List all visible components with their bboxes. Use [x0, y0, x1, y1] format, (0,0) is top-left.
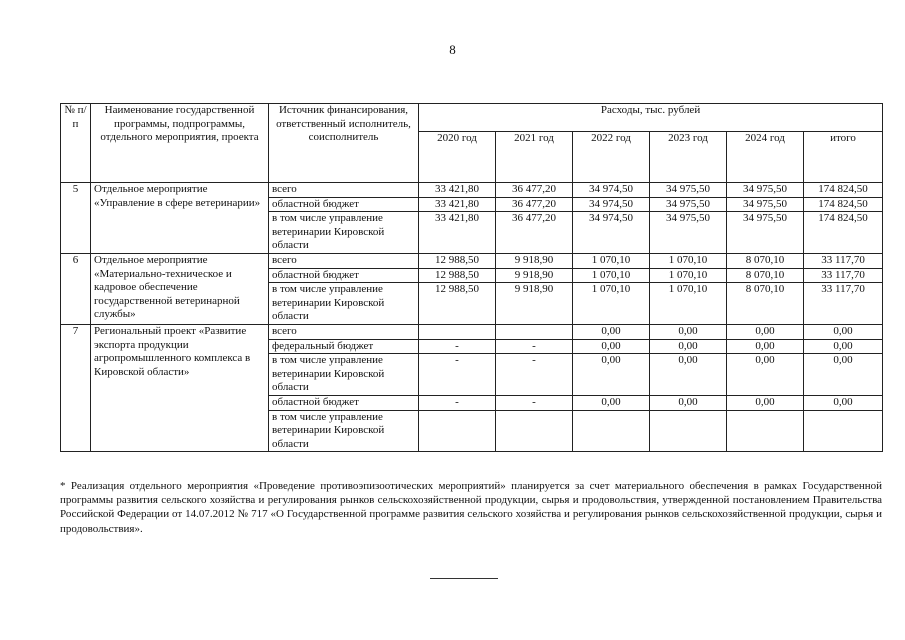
- value-2020: -: [419, 339, 496, 354]
- value-2024: 8 070,10: [727, 253, 804, 268]
- funding-source: федеральный бюджет: [269, 339, 419, 354]
- value-2023: 0,00: [650, 339, 727, 354]
- value-2022: [573, 410, 650, 452]
- header-year-2021: 2021 год: [496, 132, 573, 183]
- value-2021: 36 477,20: [496, 183, 573, 198]
- value-2022: 1 070,10: [573, 253, 650, 268]
- header-year-2024: 2024 год: [727, 132, 804, 183]
- value-2023: 0,00: [650, 354, 727, 396]
- funding-source: областной бюджет: [269, 197, 419, 212]
- value-2020: 12 988,50: [419, 283, 496, 325]
- value-2023: 1 070,10: [650, 268, 727, 283]
- value-2022: 1 070,10: [573, 268, 650, 283]
- value-2020: 12 988,50: [419, 253, 496, 268]
- value-2021: [496, 410, 573, 452]
- value-2021: 9 918,90: [496, 268, 573, 283]
- value-total: 0,00: [804, 395, 883, 410]
- value-2022: 34 974,50: [573, 197, 650, 212]
- value-2021: 36 477,20: [496, 197, 573, 212]
- funding-source: областной бюджет: [269, 395, 419, 410]
- header-expenses: Расходы, тыс. рублей: [419, 104, 883, 132]
- budget-table: [60, 103, 883, 452]
- separator-line: [430, 578, 498, 579]
- value-2022: 0,00: [573, 395, 650, 410]
- value-total: 0,00: [804, 324, 883, 339]
- value-2022: 34 974,50: [573, 212, 650, 254]
- value-2024: 8 070,10: [727, 283, 804, 325]
- funding-source: всего: [269, 183, 419, 198]
- value-2024: 0,00: [727, 324, 804, 339]
- value-total: 174 824,50: [804, 197, 883, 212]
- value-2020: -: [419, 395, 496, 410]
- value-2023: 34 975,50: [650, 197, 727, 212]
- value-2022: 34 974,50: [573, 183, 650, 198]
- header-source: Источник финансирования, ответственный исполнитель, соисполнитель: [269, 104, 419, 183]
- value-2022: 1 070,10: [573, 283, 650, 325]
- row-number: 6: [61, 253, 91, 324]
- value-total: 33 117,70: [804, 268, 883, 283]
- header-year-2022: 2022 год: [573, 132, 650, 183]
- header-year-2020: 2020 год: [419, 132, 496, 183]
- funding-source: всего: [269, 324, 419, 339]
- table-header: [61, 104, 883, 183]
- value-2023: 1 070,10: [650, 253, 727, 268]
- measure-name: Региональный проект «Развитие экспорта продукции агропромышленного комплекса в Кировской области»: [91, 324, 269, 451]
- measure-name: Отдельное мероприятие «Материально-техническое и кадровое обеспечение государственной ветеринарной службы»: [91, 253, 269, 324]
- header-total: итого: [804, 132, 883, 183]
- value-2022: 0,00: [573, 324, 650, 339]
- value-2023: 34 975,50: [650, 212, 727, 254]
- value-2023: 1 070,10: [650, 283, 727, 325]
- row-number: 5: [61, 183, 91, 254]
- value-total: 33 117,70: [804, 253, 883, 268]
- value-2022: 0,00: [573, 354, 650, 396]
- measure-name: Отдельное мероприятие «Управление в сфере ветеринарии»: [91, 183, 269, 254]
- value-2023: 0,00: [650, 324, 727, 339]
- table-row: [61, 324, 883, 339]
- value-total: 174 824,50: [804, 183, 883, 198]
- value-2023: 0,00: [650, 395, 727, 410]
- page-number: 8: [449, 42, 456, 57]
- funding-source: в том числе управление ветеринарии Кировской области: [269, 283, 419, 325]
- value-2020: 33 421,80: [419, 197, 496, 212]
- value-total: 33 117,70: [804, 283, 883, 325]
- value-total: 0,00: [804, 354, 883, 396]
- value-2021: -: [496, 354, 573, 396]
- value-2024: 34 975,50: [727, 212, 804, 254]
- footnote: * Реализация отдельного мероприятия «Проведение противоэпизоотических мероприятий» планируется за счет материального обеспечения в рамках Государственной программы развития сельского хозяйства и регулирования рынков сельскохозяйственной продукции, сырья и продовольствия, утвержденной постановлением Правительства Российской Федерации от 14.07.2012 № 717 «О Государственной программе развития сельского хозяйства и регулирования рынков сельскохозяйственной продукции, сырья и продовольствия».: [60, 480, 882, 535]
- value-2020: 33 421,80: [419, 183, 496, 198]
- value-2024: 0,00: [727, 339, 804, 354]
- value-2020: -: [419, 354, 496, 396]
- value-2020: 33 421,80: [419, 212, 496, 254]
- value-2024: 0,00: [727, 395, 804, 410]
- funding-source: всего: [269, 253, 419, 268]
- row-number: 7: [61, 324, 91, 451]
- value-2024: 34 975,50: [727, 197, 804, 212]
- value-2024: [727, 410, 804, 452]
- value-2024: 8 070,10: [727, 268, 804, 283]
- funding-source: в том числе управление ветеринарии Кировской области: [269, 354, 419, 396]
- value-2020: [419, 410, 496, 452]
- funding-source: областной бюджет: [269, 268, 419, 283]
- value-2021: -: [496, 339, 573, 354]
- funding-source: в том числе управление ветеринарии Кировской области: [269, 212, 419, 254]
- table-row: [61, 253, 883, 268]
- value-2021: 36 477,20: [496, 212, 573, 254]
- value-2020: 12 988,50: [419, 268, 496, 283]
- value-2021: [496, 324, 573, 339]
- value-total: [804, 410, 883, 452]
- table-row: [61, 183, 883, 198]
- value-total: 174 824,50: [804, 212, 883, 254]
- value-2022: 0,00: [573, 339, 650, 354]
- header-name: Наименование государственной программы, подпрограммы, отдельного мероприятия, проекта: [91, 104, 269, 183]
- value-2023: [650, 410, 727, 452]
- header-no: № п/п: [61, 104, 91, 183]
- value-2021: -: [496, 395, 573, 410]
- value-2023: 34 975,50: [650, 183, 727, 198]
- value-total: 0,00: [804, 339, 883, 354]
- value-2021: 9 918,90: [496, 283, 573, 325]
- value-2024: 0,00: [727, 354, 804, 396]
- value-2020: [419, 324, 496, 339]
- header-year-2023: 2023 год: [650, 132, 727, 183]
- value-2024: 34 975,50: [727, 183, 804, 198]
- funding-source: в том числе управление ветеринарии Кировской области: [269, 410, 419, 452]
- value-2021: 9 918,90: [496, 253, 573, 268]
